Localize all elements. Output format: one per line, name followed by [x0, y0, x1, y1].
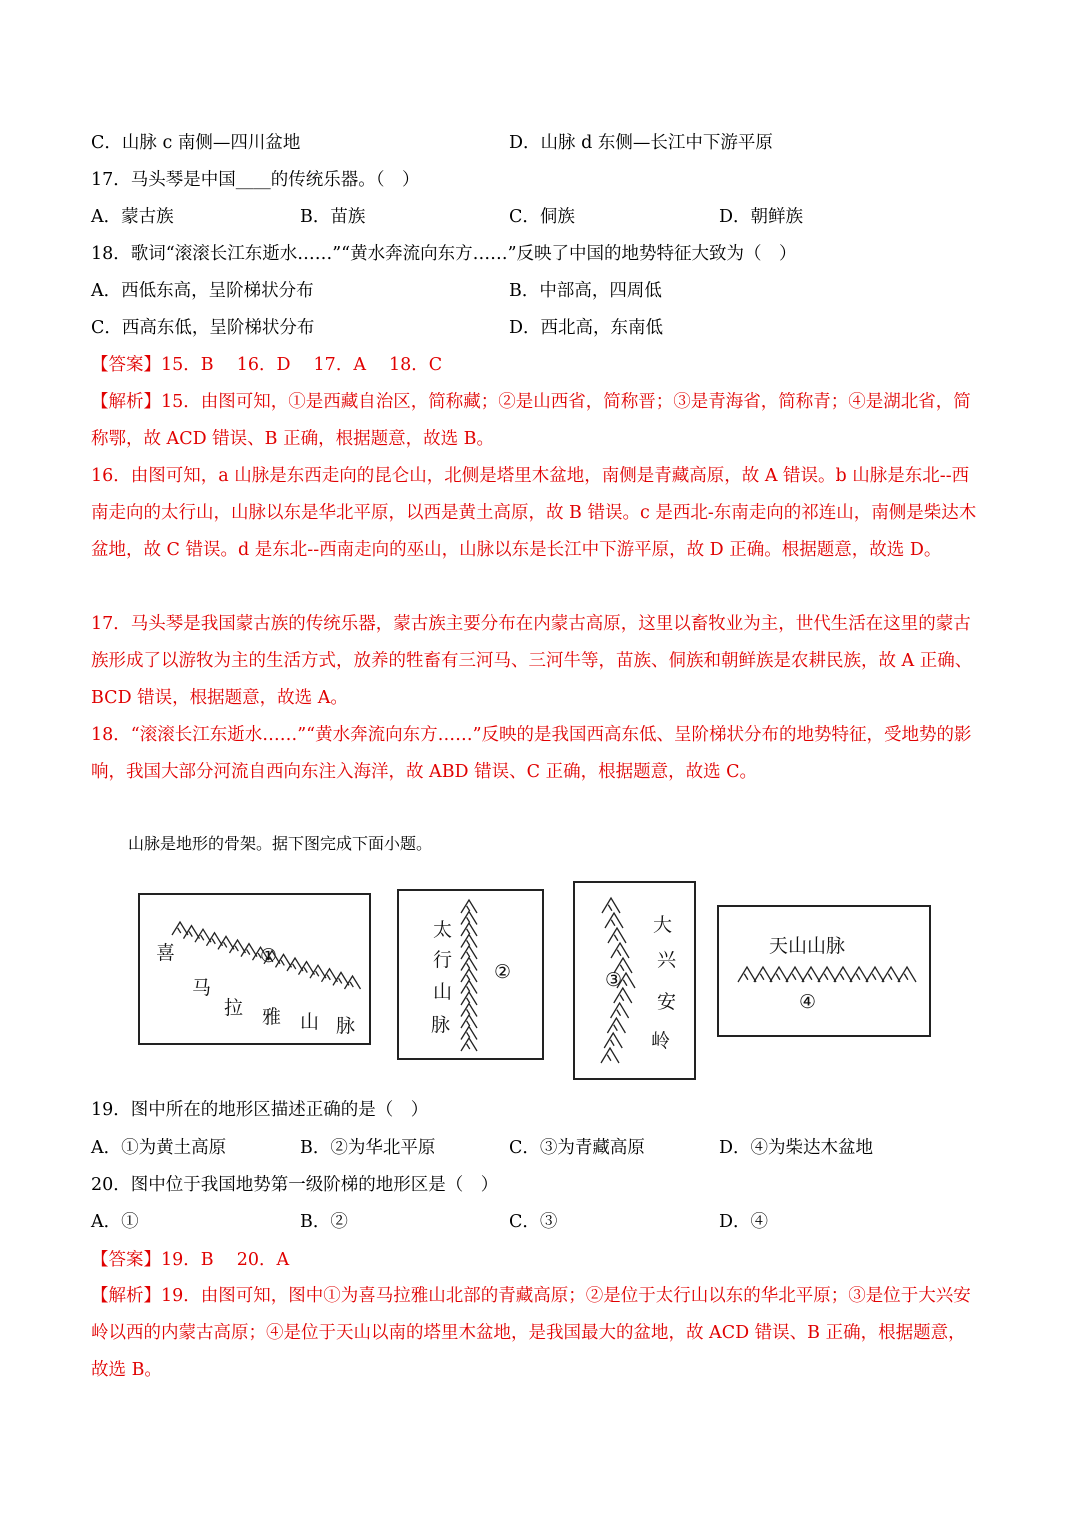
q19-option-d: D．④为柴达木盆地	[719, 1138, 874, 1158]
himalaya-label-1: 喜	[156, 942, 176, 964]
q18-option-a: A．西低东高，呈阶梯状分布	[91, 281, 314, 301]
mountain-peak	[786, 967, 804, 982]
q19-option-c: C．③为青藏高原	[509, 1138, 645, 1158]
daxinganling-mountains-icon	[575, 883, 698, 1082]
figure-panel-himalaya	[138, 893, 371, 1045]
mountain-peak	[834, 967, 852, 982]
mountain-peak	[604, 1033, 622, 1048]
mountain-peak	[754, 967, 772, 982]
taihang-label-4: 脉	[431, 1014, 451, 1036]
q20-stem: 20．图中位于我国地势第一级阶梯的地形区是（ ）	[91, 1175, 499, 1195]
analysis-17: 17．马头琴是我国蒙古族的传统乐器，蒙古族主要分布在内蒙古高原，这里以畜牧业为主，世代生活在这里的蒙古族形成了以游牧为主的生活方式，放养的牲畜有三河马、三河牛等，苗族、侗族和朝鲜族是农耕民族，故 A 正确、BCD 错误，根据题意，故选 A。	[91, 614, 973, 708]
mountain-peak	[882, 967, 900, 982]
mountain-peak	[898, 967, 916, 982]
mountain-peak	[605, 913, 623, 928]
circle-num-1: ①	[260, 945, 278, 967]
daxinganling-label-3: 安	[657, 991, 677, 1013]
analysis-18: 18．“滚滚长江东逝水……”“黄水奔流向东方……”反映的是我国西高东低、呈阶梯状分布的地势特征，受地势的影响，我国大部分河流自西向东注入海洋，故 ABD 错误、C 正确，根据题意，故选 C。	[91, 725, 972, 782]
q16-option-c: C．山脉 c 南侧—四川盆地	[91, 133, 301, 153]
mountain-peak	[611, 1003, 629, 1018]
q17-option-b: B．苗族	[300, 207, 366, 227]
mountain-peak	[802, 967, 820, 982]
q17-stem: 17．马头琴是中国____的传统乐器。（ ）	[91, 170, 420, 190]
daxinganling-label-2: 兴	[657, 949, 677, 971]
q18-stem: 18．歌词“滚滚长江东逝水……”“黄水奔流向东方……”反映了中国的地势特征大致为（ ）	[91, 244, 797, 264]
mountain-peak	[866, 967, 884, 982]
taihang-mountains-icon	[399, 891, 546, 1062]
himalaya-label-2: 马	[192, 977, 212, 999]
himalaya-label-5: 山	[300, 1011, 320, 1033]
q20-option-d: D．④	[719, 1212, 769, 1232]
taihang-label-2: 行	[433, 949, 453, 971]
q17-option-a: A．蒙古族	[91, 207, 174, 227]
q19-stem: 19．图中所在的地形区描述正确的是（ ）	[91, 1100, 429, 1120]
himalaya-label-6: 脉	[336, 1015, 356, 1037]
q17-option-c: C．侗族	[509, 207, 575, 227]
figure-intro: 山脉是地形的骨架。据下图完成下面小题。	[128, 834, 433, 853]
taihang-label-3: 山	[433, 981, 453, 1003]
mountain-peak	[611, 943, 629, 958]
mountain-peak	[608, 928, 626, 943]
taihang-label-1: 太	[433, 919, 453, 941]
circle-num-2: ②	[494, 961, 512, 983]
q20-option-b: B．②	[300, 1212, 348, 1232]
tianshan-mountains-icon	[719, 907, 933, 1039]
himalaya-label-3: 拉	[224, 997, 244, 1019]
mountain-peak	[818, 967, 836, 982]
tianshan-title: 天山山脉	[769, 935, 846, 957]
q19-option-a: A．①为黄土高原	[91, 1138, 227, 1158]
analysis-19: 【解析】19．由图可知，图中①为喜马拉雅山北部的青藏高原；②是位于太行山以东的华北平原；③是位于大兴安岭以西的内蒙古高原；④是位于天山以南的塔里木盆地，是我国最大的盆地，故 ACD 错误、B 正确，根据题意，故选 B。	[91, 1286, 971, 1380]
q18-option-b: B．中部高，四周低	[509, 281, 662, 301]
mountain-peak	[738, 967, 756, 982]
himalaya-label-4: 雅	[262, 1006, 282, 1028]
answer-19-20: 【答案】19．B 20．A	[91, 1250, 290, 1270]
mountain-peak	[601, 1048, 619, 1063]
mountain-peak	[607, 1018, 625, 1033]
answer-15-18: 【答案】15．B 16．D 17．A 18．C	[91, 355, 443, 375]
q16-option-d: D．山脉 d 东侧—长江中下游平原	[509, 133, 773, 153]
mountain-peak	[461, 1038, 477, 1051]
q18-option-c: C．西高东低，呈阶梯状分布	[91, 318, 315, 338]
mountain-peak	[602, 898, 620, 913]
daxinganling-label-1: 大	[653, 914, 673, 936]
analysis-16: 16．由图可知，a 山脉是东西走向的昆仑山，北侧是塔里木盆地，南侧是青藏高原，故 A 错误。b 山脉是东北--西南走向的太行山，山脉以东是华北平原，以西是黄土高原，故 B 错误。c 是西北-东南走向的祁连山，南侧是柴达木盆地，故 C 错误。d 是东北--西南走向的巫山，山脉以东是长江中下游平原，故 D 正确。根据题意，故选 D。	[91, 466, 977, 560]
figure-panel-daxinganling	[573, 881, 696, 1080]
mountain-peak	[172, 922, 188, 935]
circle-num-4: ④	[799, 991, 817, 1013]
analysis-15: 【解析】15．由图可知，①是西藏自治区，简称藏；②是山西省，简称晋；③是青海省，简称青；④是湖北省，简称鄂，故 ACD 错误、B 正确，根据题意，故选 B。	[91, 392, 971, 449]
q18-option-d: D．西北高，东南低	[509, 318, 664, 338]
daxinganling-label-4: 岭	[651, 1030, 671, 1052]
mountain-peak	[850, 967, 868, 982]
figure-panel-tianshan	[717, 905, 931, 1037]
q20-option-a: A．①	[91, 1212, 139, 1232]
q19-option-b: B．②为华北平原	[300, 1138, 436, 1158]
q20-option-c: C．③	[509, 1212, 558, 1232]
q17-option-d: D．朝鲜族	[719, 207, 804, 227]
figure-panel-taihang	[397, 889, 544, 1060]
mountain-peak	[770, 967, 788, 982]
circle-num-3: ③	[605, 969, 623, 991]
